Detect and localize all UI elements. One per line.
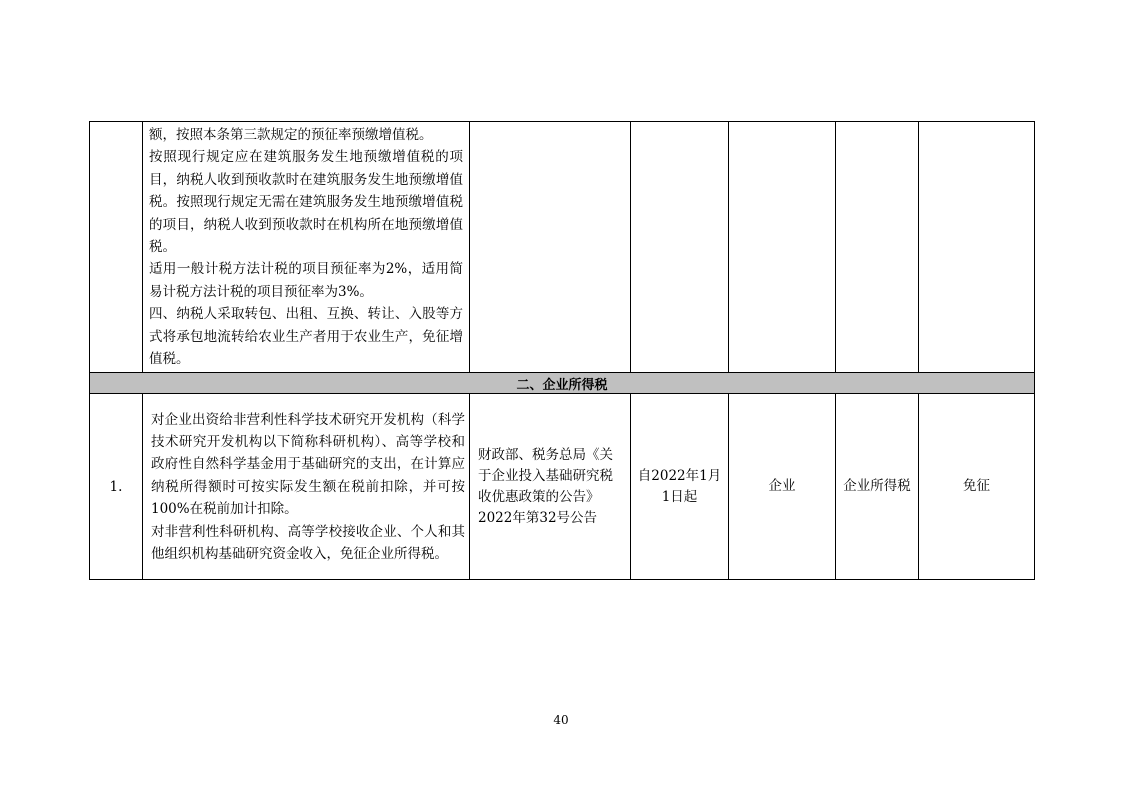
- table-row: [90, 394, 1035, 580]
- row-subject: 企业: [729, 394, 836, 580]
- row-content-paragraph: 对企业出资给非营利性科学技术研究开发机构（科学技术研究开发机构以下简称科研机构）、高等学校和政府性自然科学基金用于基础研究的支出，在计算应纳税所得额时可按实际发生额在税前扣除，并可按100%在税前加计扣除。: [151, 411, 465, 518]
- continuation-paragraph: 四、纳税人采取转包、出租、互换、转让、入股等方式将承包地流转给农业生产者用于农业生产，免征增值税。: [149, 306, 463, 368]
- row-source: 财政部、税务总局《关于企业投入基础研究税收优惠政策的公告》2022年第32号公告: [470, 394, 631, 580]
- page-number: 40: [553, 713, 569, 727]
- continuation-source-cell: [470, 122, 631, 373]
- row-content-cell: [143, 394, 470, 580]
- continuation-paragraph: 额，按照本条第三款规定的预征率预缴增值税。: [149, 127, 433, 143]
- continuation-content-cell: [143, 122, 470, 373]
- row-tax-type: 企业所得税: [836, 394, 919, 580]
- continuation-date-cell: [631, 122, 729, 373]
- continuation-taxtype-cell: [836, 122, 919, 373]
- continuation-paragraph: 适用一般计税方法计税的项目预征率为2%，适用简易计税方法计税的项目预征率为3%。: [149, 261, 463, 300]
- continuation-method-cell: [919, 122, 1035, 373]
- row-content-paragraph: 对非营利性科研机构、高等学校接收企业、个人和其他组织机构基础研究资金收入，免征企业所得税。: [151, 523, 465, 562]
- section-title: 二、企业所得税: [90, 373, 1035, 394]
- continuation-subject-cell: [729, 122, 836, 373]
- section-header-row: [90, 373, 1035, 394]
- continuation-row: [90, 122, 1035, 373]
- continuation-paragraph: 按照现行规定应在建筑服务发生地预缴增值税的项目，纳税人收到预收款时在建筑服务发生地预缴增值税。按照现行规定无需在建筑服务发生地预缴增值税的项目，纳税人收到预收款时在机构所在地预缴增值税。: [149, 149, 463, 256]
- row-method: 免征: [919, 394, 1035, 580]
- continuation-number-cell: [90, 122, 143, 373]
- policy-table: [89, 121, 1035, 580]
- row-number: 1.: [90, 394, 143, 580]
- row-effective-date: 自2022年1月1日起: [631, 394, 729, 580]
